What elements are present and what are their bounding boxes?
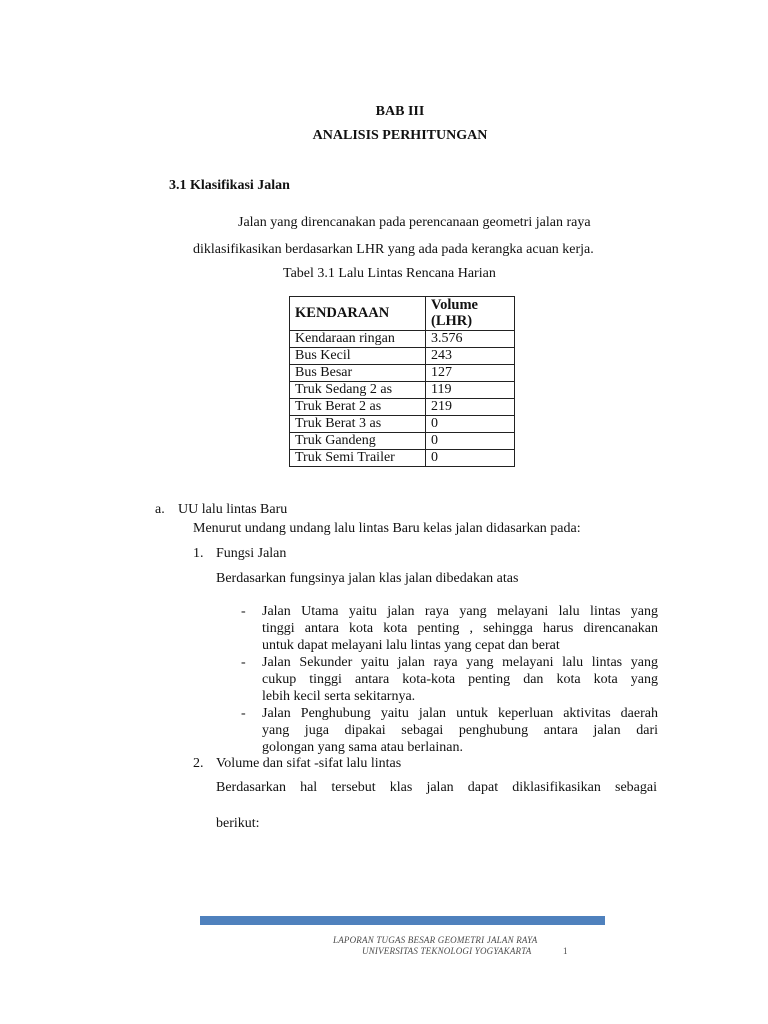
bullet-line: Jalan Sekunder yaitu jalan raya yang melayani lalu lintas yang [262,655,658,670]
footer-line-2: UNIVERSITAS TEKNOLOGI YOGYAKARTA [362,946,532,956]
table-row [290,331,515,348]
bullet-line: yang juga dipakai sebagai penghubung antara jalan dari [262,723,658,738]
item-2-title: Volume dan sifat -sifat lalu lintas [216,756,402,771]
volume-cell: 0 [426,433,515,450]
table-row [290,365,515,382]
bullet-line: Jalan Penghubung yaitu jalan untuk keperluan aktivitas daerah [262,706,658,721]
volume-cell: 0 [426,450,515,467]
footer-bar [200,916,605,925]
volume-cell: 0 [426,416,515,433]
header-volume-line1: Volume [431,297,478,313]
item-1-text: Berdasarkan fungsinya jalan klas jalan dibedakan atas [216,571,519,586]
volume-cell: 243 [426,348,515,365]
bullet-line: Jalan Utama yaitu jalan raya yang melayani lalu lintas yang [262,604,658,619]
section-heading: 3.1 Klasifikasi Jalan [169,178,290,193]
volume-cell: 3.576 [426,331,515,348]
bullet-line: untuk dapat melayani lalu lintas yang cepat dan berat [262,638,560,653]
volume-cell: 119 [426,382,515,399]
item-2-marker: 2. [193,756,204,771]
item-1-title: Fungsi Jalan [216,546,287,561]
header-kendaraan: KENDARAAN [290,297,426,331]
vehicle-cell: Truk Berat 2 as [290,399,426,416]
vehicle-cell: Bus Kecil [290,348,426,365]
table-header-row [290,297,515,331]
table-row [290,399,515,416]
vehicle-cell: Bus Besar [290,365,426,382]
item-2-text-continued: berikut: [216,816,260,831]
header-volume [426,297,515,331]
vehicle-cell: Truk Gandeng [290,433,426,450]
vehicle-cell: Truk Berat 3 as [290,416,426,433]
chapter-title: BAB III [375,104,425,119]
chapter-subtitle: ANALISIS PERHITUNGAN [312,128,488,143]
bullet-line: tinggi antara kota kota penting , sehingga harus direncanakan [262,621,658,636]
bullet-marker: - [241,706,246,721]
intro-line-2: diklasifikasikan berdasarkan LHR yang ada pada kerangka acuan kerja. [193,242,594,257]
table-row [290,348,515,365]
vehicle-cell: Kendaraan ringan [290,331,426,348]
item-1-marker: 1. [193,546,204,561]
volume-cell: 127 [426,365,515,382]
intro-line-1: Jalan yang direncanakan pada perencanaan geometri jalan raya [238,215,591,230]
volume-cell: 219 [426,399,515,416]
bullet-line: lebih kecil serta sekitarnya. [262,689,416,704]
table-row [290,416,515,433]
footer-line-1: LAPORAN TUGAS BESAR GEOMETRI JALAN RAYA [333,935,538,945]
list-a-intro: Menurut undang undang lalu lintas Baru kelas jalan didasarkan pada: [193,521,581,536]
lhr-table [289,296,515,467]
vehicle-cell: Truk Sedang 2 as [290,382,426,399]
list-a-title: UU lalu lintas Baru [178,502,288,517]
table-caption: Tabel 3.1 Lalu Lintas Rencana Harian [283,266,496,281]
bullet-line: cukup tinggi antara kota-kota penting dan kota kota yang [262,672,658,687]
bullet-marker: - [241,604,246,619]
bullet-line: golongan yang sama atau berlainan. [262,740,463,755]
header-volume-line2: (LHR) [431,313,473,329]
table-row [290,450,515,467]
bullet-marker: - [241,655,246,670]
list-a-marker: a. [155,502,165,517]
vehicle-cell: Truk Semi Trailer [290,450,426,467]
item-2-text: Berdasarkan hal tersebut klas jalan dapat diklasifikasikan sebagai [216,780,657,795]
table-row [290,382,515,399]
table-row [290,433,515,450]
page-number: 1 [563,946,568,956]
